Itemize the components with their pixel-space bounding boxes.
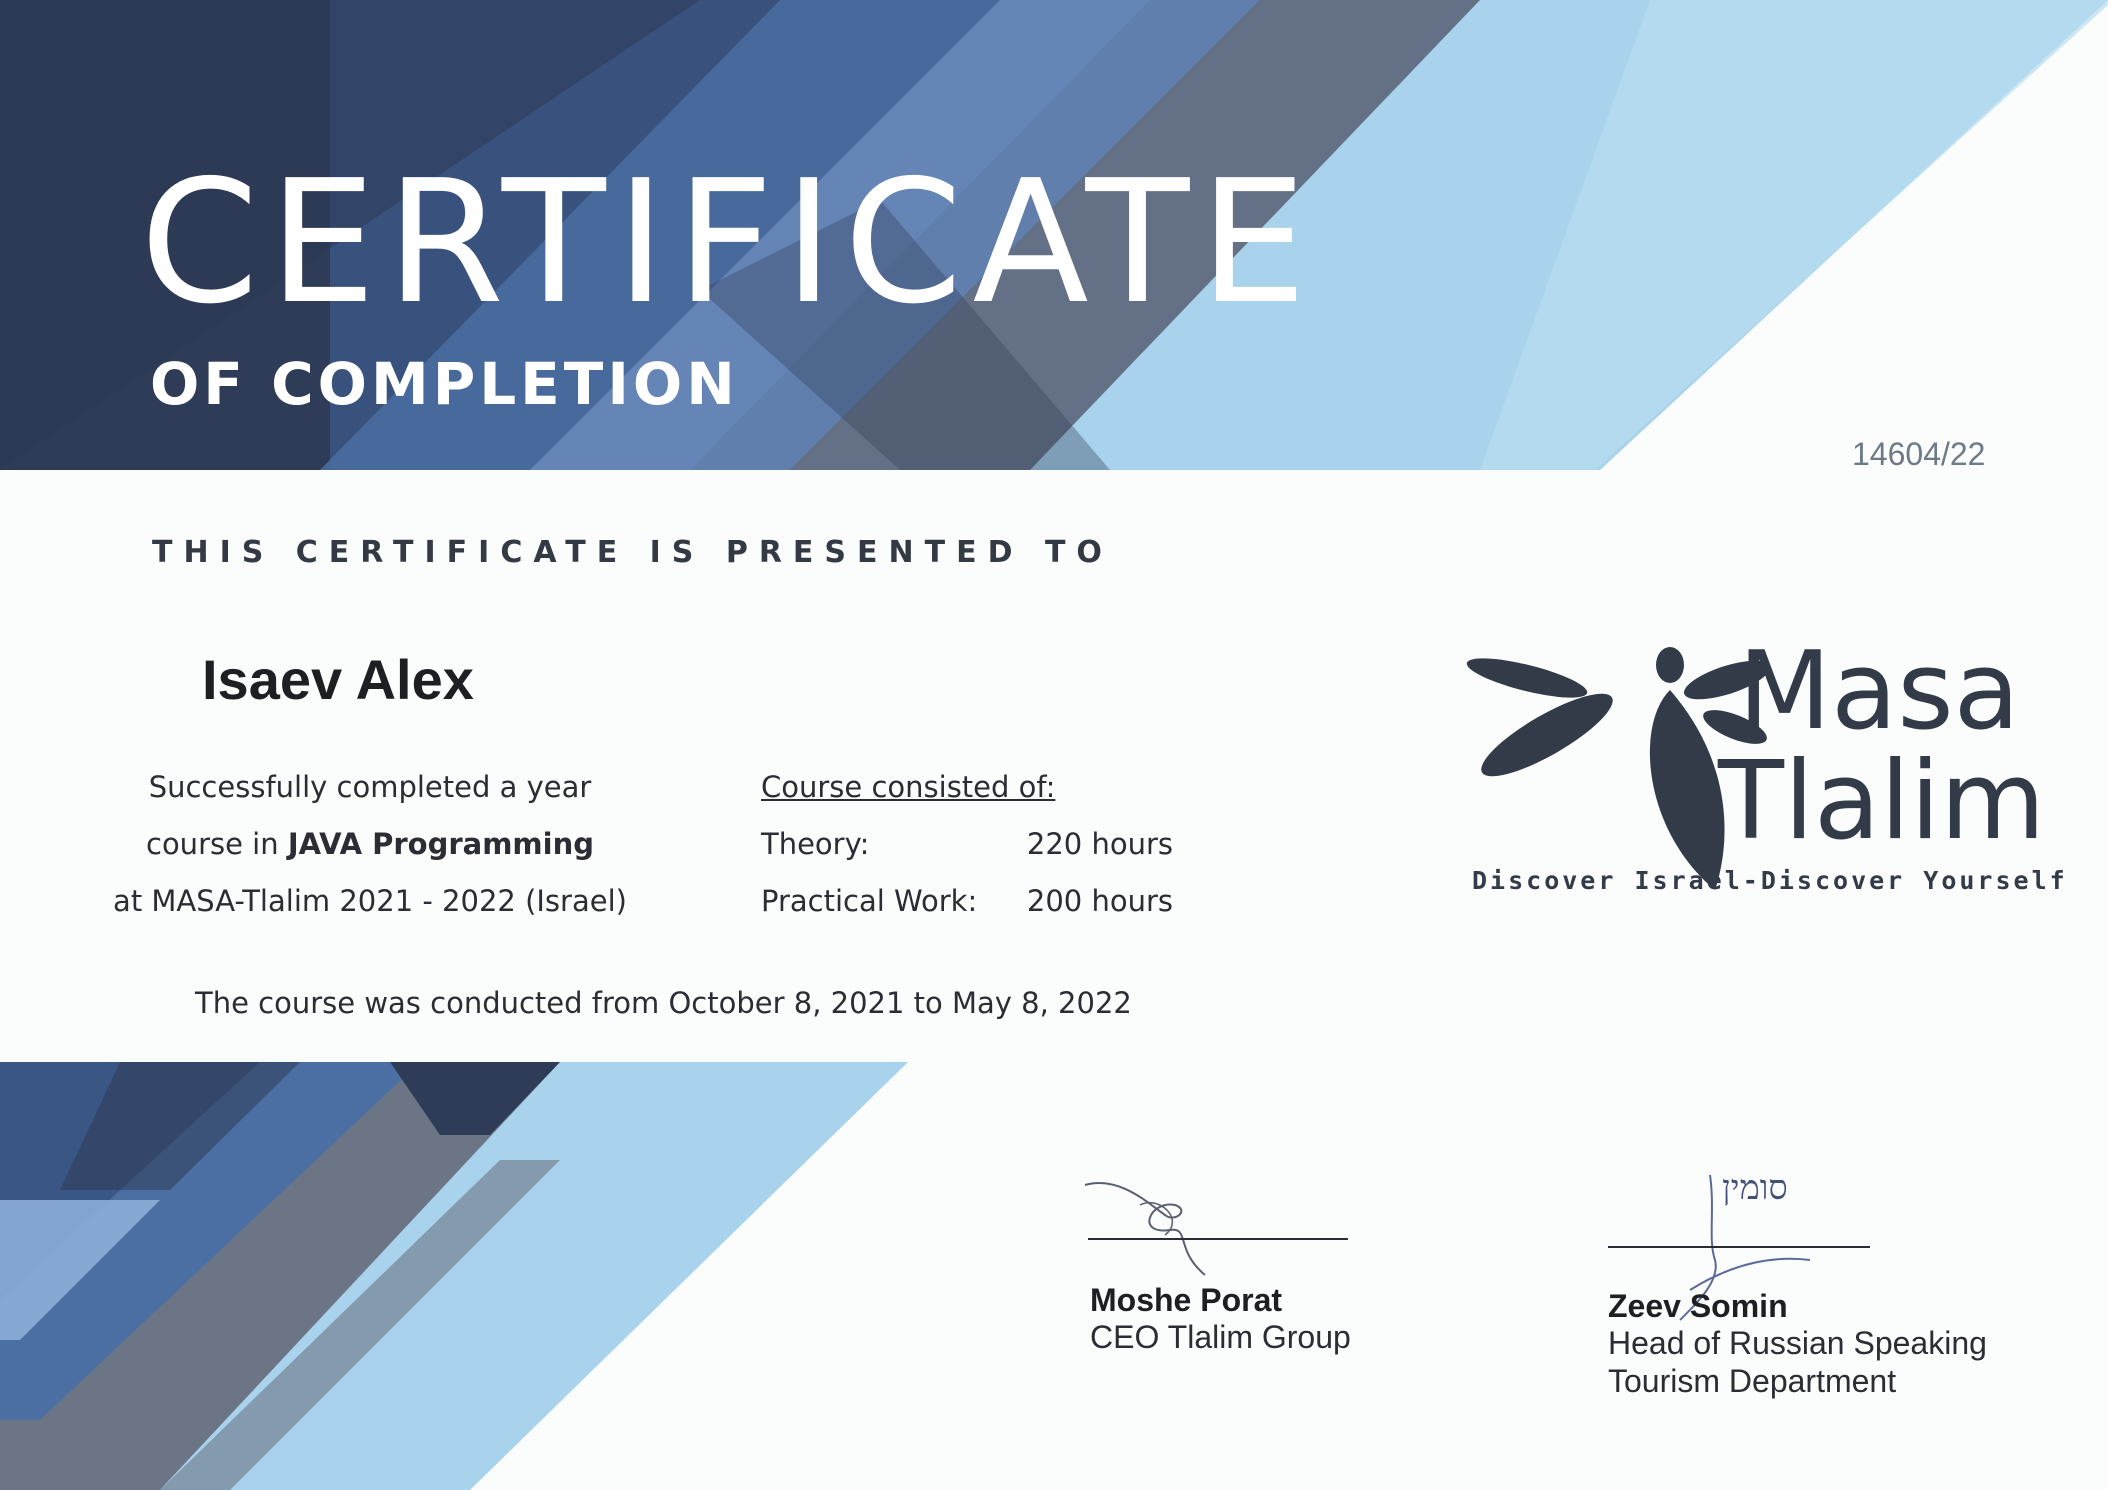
presented-to-label: THIS CERTIFICATE IS PRESENTED TO (152, 535, 1113, 570)
signatory-2-role-line-2: Tourism Department (1608, 1363, 1897, 1399)
theory-label: Theory: (761, 827, 870, 861)
recipient-name: Isaev Alex (202, 648, 474, 711)
course-name: JAVA Programming (287, 827, 594, 861)
course-period: The course was conducted from October 8, 2021 to May 8, 2022 (195, 986, 1132, 1020)
theory-hours: 220 hours (1026, 827, 1173, 861)
signature-scribble-1 (1080, 1175, 1240, 1285)
logo-word-masa: Masa (1738, 629, 2020, 754)
signature-line-1 (1088, 1238, 1348, 1240)
course-breakdown-heading: Course consisted of: (761, 770, 1056, 804)
logo-word-tlalim: Tlalim (1718, 739, 2046, 864)
practical-label: Practical Work: (761, 884, 978, 918)
signatory-1-name: Moshe Porat (1090, 1282, 1283, 1318)
certificate-number: 14604/22 (1852, 436, 1986, 472)
signature-line-2 (1608, 1246, 1870, 1248)
completion-line-3: at MASA-Tlalim 2021 - 2022 (Israel) (113, 884, 627, 918)
completion-line-2 (110, 827, 630, 861)
certificate-subtitle: OF COMPLETION (150, 350, 739, 418)
signatory-1-role: CEO Tlalim Group (1090, 1319, 1351, 1355)
completion-prefix: course in (146, 827, 288, 861)
completion-line-1: Successfully completed a year (148, 770, 592, 804)
signatory-2-role-line-1: Head of Russian Speaking (1608, 1325, 1987, 1361)
signature-handwritten-2: סומין (1722, 1168, 1788, 1208)
certificate-title: CERTIFICATE (140, 144, 1317, 342)
logo-tagline: Discover Israel-Discover Yourself (1472, 866, 2068, 895)
practical-hours: 200 hours (1026, 884, 1173, 918)
signatory-2-name: Zeev Somin (1608, 1288, 1788, 1324)
